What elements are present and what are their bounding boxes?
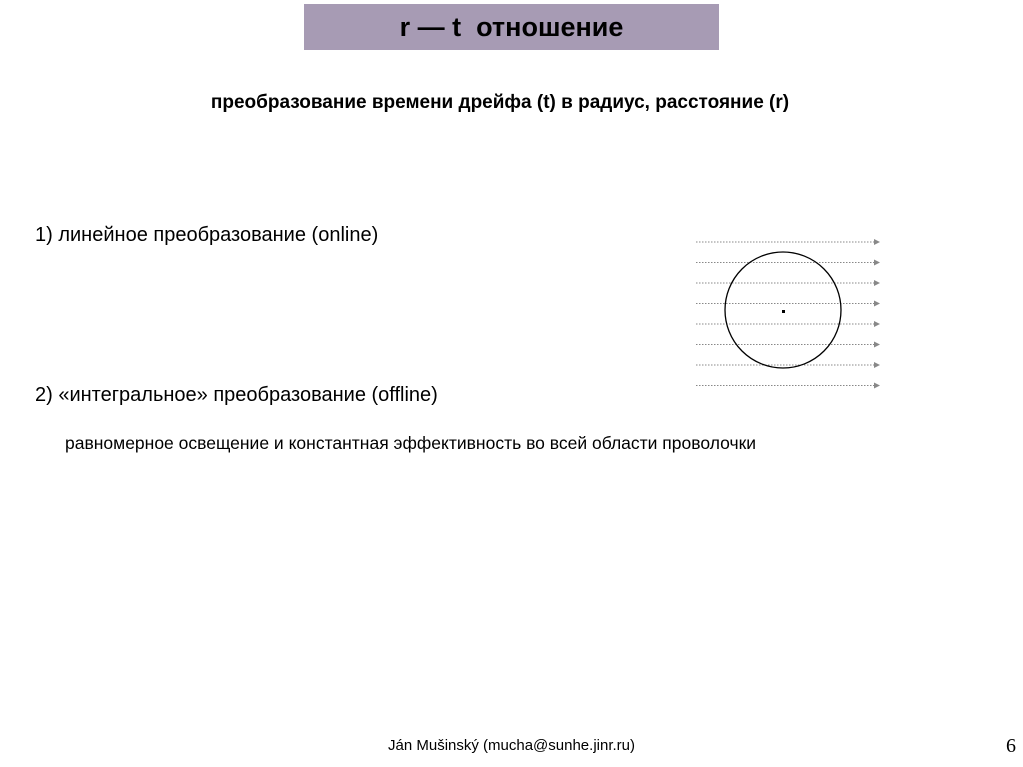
track-arrowhead (874, 342, 880, 348)
track-arrowhead (874, 321, 880, 327)
slide-subtitle: преобразование времени дрейфа (t) в радиус, расстояние (r) (210, 92, 790, 113)
anode-wire-dot (782, 310, 785, 313)
track-arrowhead (874, 383, 880, 389)
footer-author: Ján Mušinský (mucha@sunhe.jinr.ru) (388, 737, 635, 754)
track-arrowhead (874, 260, 880, 266)
list-item-integral-transformation: 2) «интегральное» преобразование (offline) (35, 384, 438, 406)
drift-tube-diagram (690, 232, 890, 396)
track-arrowhead (874, 301, 880, 307)
track-arrowhead (874, 362, 880, 368)
track-arrowhead (874, 280, 880, 286)
track-arrowhead (874, 239, 880, 245)
illumination-note: равномерное освещение и константная эффективность во всей области проволочки (65, 433, 757, 453)
page-number: 6 (1006, 735, 1016, 757)
particle-tracks (696, 239, 880, 396)
slide-title: r — t отношение (304, 4, 719, 50)
list-item-linear-transformation: 1) линейное преобразование (online) (35, 224, 379, 246)
